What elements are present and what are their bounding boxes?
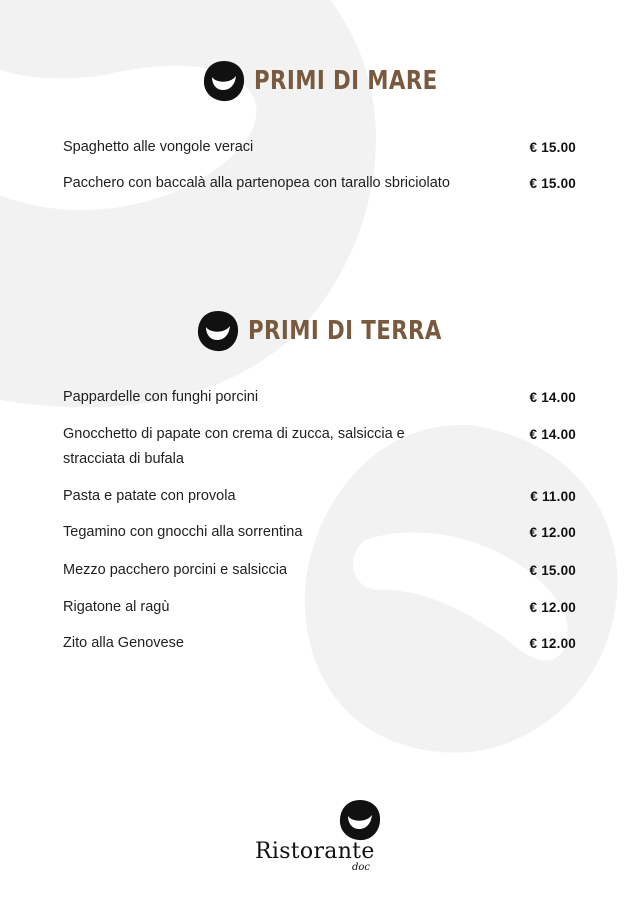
item-name: Zito alla Genovese — [63, 635, 184, 651]
item-name: Rigatone al ragù — [63, 599, 170, 615]
section-header-primi-di-mare — [0, 59, 640, 103]
smile-logo-icon — [338, 798, 382, 842]
item-name: Pappardelle con funghi porcini — [63, 389, 259, 405]
menu-item — [63, 171, 576, 196]
section-title: PRIMI DI TERRA — [247, 316, 442, 346]
item-price: € 12.00 — [529, 600, 576, 615]
item-price: € 12.00 — [529, 636, 576, 651]
menu-item — [63, 385, 576, 410]
item-price: € 11.00 — [530, 489, 576, 504]
brand-sub: doc — [352, 862, 371, 873]
restaurant-logo — [0, 795, 640, 885]
menu-item — [63, 422, 576, 472]
item-price: € 15.00 — [529, 140, 576, 155]
item-price: € 15.00 — [529, 176, 576, 191]
smile-logo-icon — [196, 309, 240, 353]
smile-logo-icon — [202, 59, 246, 103]
item-price: € 14.00 — [529, 390, 576, 405]
item-price: € 15.00 — [529, 563, 576, 578]
item-price: € 14.00 — [529, 427, 576, 442]
item-price: € 12.00 — [529, 525, 576, 540]
item-name: Gnocchetto di papate con crema di zucca, salsiccia e stracciata di bufala — [63, 426, 405, 467]
item-name: Pacchero con baccalà alla partenopea con tarallo sbriciolato — [63, 175, 450, 191]
menu-item — [63, 558, 576, 583]
section-title: PRIMI DI MARE — [254, 66, 438, 96]
item-name: Pasta e patate con provola — [63, 488, 236, 504]
item-name: Mezzo pacchero porcini e salsiccia — [63, 562, 288, 578]
menu-item — [63, 595, 576, 620]
item-name: Spaghetto alle vongole veraci — [63, 139, 254, 155]
menu-item — [63, 631, 576, 656]
item-name: Tegamino con gnocchi alla sorrentina — [63, 524, 303, 540]
menu-item — [63, 484, 576, 509]
menu-item — [63, 520, 576, 545]
menu-item — [63, 135, 576, 160]
brand-name: Ristorante — [255, 839, 375, 864]
section-header-primi-di-terra — [0, 309, 640, 353]
